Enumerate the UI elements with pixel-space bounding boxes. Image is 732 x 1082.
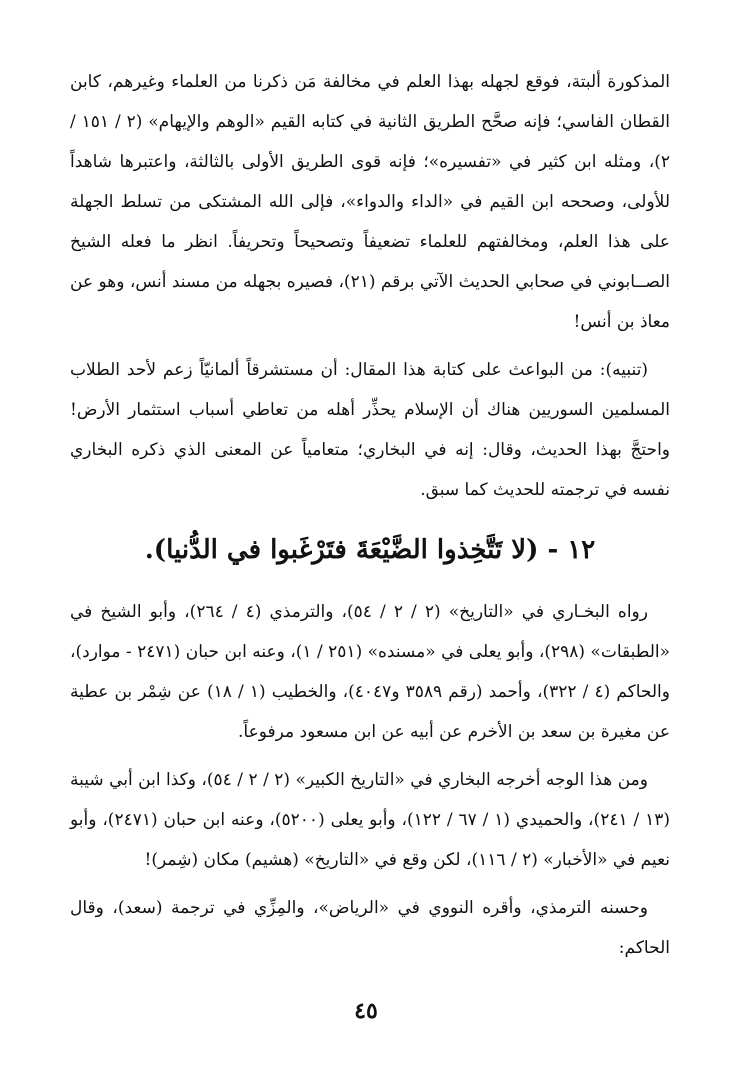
page-body bbox=[70, 62, 670, 976]
paragraph-note: (تنبيه): من البواعث على كتابة هذا المقال: أن مستشرقاً ألمانيّاً زعم لأحد الطلاب المسلمين السوريين هناك أن الإسلام يحذِّر أهله من تعاطي أسباب استثمار الأرض! واحتجَّ بهذا الحديث، وقال: إنه في البخاري؛ متعامياً عن المعنى الذي ذكره البخاري نفسه في ترجمته للحديث كما سبق. bbox=[70, 360, 670, 500]
paragraph-1: المذكورة ألبتة، فوقع لجهله بهذا العلم في مخالفة مَن ذكرنا من العلماء وغيرهم، كابن القطان الفاسي؛ فإنه صحَّح الطريق الثانية في كتابه القيم «الوهم والإيهام» (٢ / ١٥١ / ٢)، ومثله ابن كثير في «تفسيره»؛ فإنه قوى الطريق الأولى بالثالثة، واعتبرها شاهداً للأولى، وصححه ابن القيم في «الداء والدواء»، فإلى الله المشتكى من تسلط الجهلة على هذا العلم، ومخالفتهم للعلماء تضعيفاً وتصحيحاً وتحريفاً. انظر ما فعله الشيخ الصــابوني في صحابي الحديث الآتي برقم (٢١)، فصيره بجهله من مسند أنس، وهو عن معاذ بن أنس! bbox=[70, 72, 671, 332]
page-number: ٤٥ bbox=[354, 998, 378, 1024]
hadith-heading: ١٢ - (لا تَتَّخِذوا الضَّيْعَةَ فتَرْغَبوا في الدُّنيا). bbox=[144, 535, 596, 565]
paragraph-route: ومن هذا الوجه أخرجه البخاري في «التاريخ الكبير» (٢ / ٢ / ٥٤)، وكذا ابن أبي شيبة (١٣ / ٢٤١)، والحميدي (١ / ٦٧ / ١٢٢)، وأبو يعلى (٥٢٠٠)، وعنه ابن حبان (٢٤٧١)، وأبو نعيم في «الأخبار» (٢ / ١١٦)، لكن وقع في «التاريخ» (هشيم) مكان (شِمر)! bbox=[70, 770, 670, 870]
paragraph-grading: وحسنه الترمذي، وأقره النووي في «الرياض»، والمِزِّي في ترجمة (سعد)، وقال الحاكم: bbox=[70, 898, 670, 958]
paragraph-narration: رواه البخـاري في «التاريخ» (٢ / ٢ / ٥٤)، والترمذي (٤ / ٢٦٤)، وأبو الشيخ في «الطبقات» (٢٩٨)، وأبو يعلى في «مسنده» (٢٥١ / ١)، وعنه ابن حبان (٢٤٧١ - موارد)، والحاكم (٤ / ٣٢٢)، وأحمد (رقم ٣٥٨٩ و٤٠٤٧)، والخطيب (١ / ١٨) عن شِمْر بن عطية عن مغيرة بن سعد بن الأخرم عن أبيه عن ابن مسعود مرفوعاً. bbox=[70, 602, 670, 742]
